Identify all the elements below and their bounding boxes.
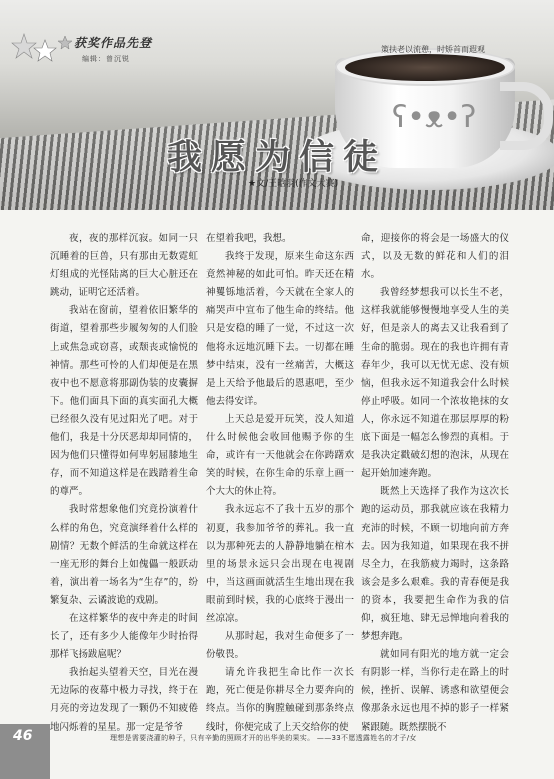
tagline: 策扶老以流憩，时矫首而遐观 — [381, 45, 485, 54]
coffee-surface — [345, 54, 505, 81]
article-column-2 — [206, 230, 354, 737]
article-column-1 — [50, 230, 198, 737]
paragraph: 我时常想象他们究竟扮演着什么样的角色，究竟演绎着什么样的剧情？无数个鲜活的生命就这样在一座无形的舞台上如傀儡一般跃动着，演出着一场名为“生存”的，纷繁复杂、云谲波诡的戏剧。 — [50, 504, 198, 606]
paragraph: 从那时起，我对生命便多了一份敬畏。 — [206, 631, 354, 661]
paragraph: 我抬起头望着天空，目光在漫无边际的夜幕中极力寻找，终于在月亮的旁边发现了一颗仍不知疲倦地闪烁着的星星。那一定是爷爷 — [50, 667, 198, 733]
article-column-3 — [361, 230, 509, 737]
section-title: 获奖作品先登 — [74, 36, 153, 50]
paragraph: 夜，夜的那样沉寂。如同一只沉睡着的巨兽，只有那由无数霓虹灯组成的光怪陆离的巨大心脏还在跳动，证明它还活着。 — [50, 233, 198, 299]
paragraph: 上天总是爱开玩笑，没人知道什么时候他会收回他赐予你的生命，或许有一天他就会在你踌躇欢笑的时候，在你生命的乐章上画一个大大的休止符。 — [206, 413, 354, 498]
page-number: 46 — [13, 728, 33, 744]
paragraph: 我曾经梦想我可以长生不老，这样我就能够慢慢地享受人生的美好，但是亲人的离去又让我看到了生命的脆弱。现在的我也许拥有青春年少，我可以无忧无虑、没有烦恼，但我永远不知道我会什么时候停止呼吸。如同一个浓妆艳抹的女人，你永远不知道在那层厚厚的粉底下面是一幅怎么惨烈的真相。于是我决定戳破幻想的泡沫，从现在起开始加速奔跑。 — [361, 287, 509, 480]
paragraph: 就如同有阳光的地方就一定会有阴影一样，当你行走在路上的时候，挫折、误解、诱惑和欲望便会像那条永远也甩不掉的影子一样紧紧跟随。既然摆脱不 — [361, 649, 509, 733]
star-icon — [10, 30, 80, 70]
article-title: 我愿为信徒 — [166, 137, 387, 178]
editor-credit: 编辑：曾沉锐 — [82, 55, 130, 63]
bunny-icon: ʕ•ᴥ•ʔ — [392, 100, 477, 135]
paragraph: 请允许我把生命比作一次长跑，死亡便是你耕尽全力要奔向的终点。当你的胸膛触碰到那条终点线时，你便完成了上天交给你的使 — [206, 667, 354, 733]
paragraph: 在望着我吧，我想。 — [206, 233, 292, 244]
article-byline: ★文/王晗羽(作文大赛) — [248, 179, 339, 189]
paragraph: 命，迎接你的将会是一场盛大的仪式，以及无数的鲜花和人们的泪水。 — [361, 233, 509, 281]
paragraph: 我站在窗前，望着依旧繁华的街道，望着那些步履匆匆的人们脸上或焦急或窃喜，或颓丧或愉悦的神情。那些可怜的人们却便是在黑夜中也不愿意将那副伪装的皮囊摒下。他们面具下面的真实面孔大概已经很久没有见过阳光了吧。对于他们，我是十分厌恶却却同情的，因为他们只懂得如何卑躬屈膝地生存，而不知道这样是在践踏着生命的尊严。 — [50, 305, 198, 498]
paragraph: 既然上天选择了我作为这次长跑的运动员，那我就应该在我精力充沛的时候，不顾一切地向前方奔去。因为我知道，如果现在我不拼尽全力，在我筋疲力竭时，这条路该会是多么艰难。我的青春便是我的资本，我要把生命作为我的信仰，疯狂地、肆无忌惮地向着我的梦想奔跑。 — [361, 486, 509, 643]
paragraph: 我永远忘不了我十五岁的那个初夏，我参加爷爷的葬礼。我一直以为那种死去的人静静地躺在棺木里的场景永远只会出现在电视剧中，当这画面就活生生地出现在我眼前到时候，我的心底终于漫出一丝凉凉。 — [206, 504, 354, 624]
paragraph: 我终于发现，原来生命这东西竟然神秘的如此可怕。昨天还在精神矍铄地活着，今天就在全家人的痛哭声中宣布了他生命的终结。他只是安稳的睡了一觉，不过这一次他将永远地沉睡下去。一切都在睡梦中结束，没有一丝痛苦，大概这是上天给予他最后的恩惠吧，至少他去得安详。 — [206, 251, 354, 407]
footer-quote: 理想是需要浇灌的种子，只有辛勤的照顾才开的出华美的果实。 ——33不愿透露姓名的才子/女 — [110, 734, 417, 742]
paragraph: 在这样繁华的夜中奔走的时间长了，还有多少人能像年少时抬得那样飞扬跋扈呢？ — [50, 612, 198, 661]
